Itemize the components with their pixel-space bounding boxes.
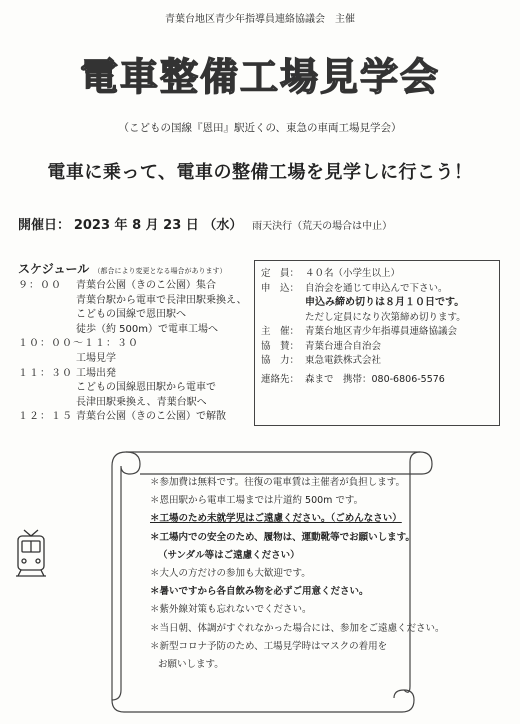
note-item: （サンダル等はご遠慮ください） — [158, 549, 300, 561]
apply-row — [261, 296, 493, 311]
contact-label: 連絡先： — [261, 373, 300, 385]
schedule-heading: スケジュール — [18, 262, 90, 276]
note-item: ＊工場のため未就学児はご遠慮ください。（ごめんなさい） — [150, 513, 402, 525]
schedule-time: ９：００ — [18, 280, 62, 291]
schedule-time — [18, 294, 76, 309]
apply-row — [261, 282, 493, 297]
schedule-text: 長津田駅乗換え、青葉台駅へ — [76, 396, 207, 408]
schedule-time — [18, 308, 76, 323]
note-item: ＊暑いですから各自飲み物を必ずご用意ください。 — [150, 586, 369, 598]
schedule-time — [18, 323, 76, 338]
note-item: ＊恩田駅から電車工場までは片道約 500m です。 — [150, 495, 364, 507]
info-box — [254, 260, 500, 426]
support-row — [261, 340, 493, 355]
apply-value-3: ただし定員になり次第締め切ります。 — [305, 311, 466, 323]
apply-value-1: 自治会を通じて申込んで下さい。 — [305, 282, 448, 294]
schedule-row — [18, 410, 258, 425]
note-item: お願いします。 — [158, 659, 224, 671]
note-item: ＊新型コロナ予防のため、工場見学時はマスクの着用を — [150, 640, 388, 652]
event-date-value: 2023 年 8 月 23 日 （水） — [73, 218, 243, 233]
organizer-line: 青葉台地区青少年指導員連絡協議会 主催 — [165, 14, 355, 25]
apply-label: 申 込： — [261, 282, 300, 294]
schedule-row — [18, 396, 258, 411]
apply-deadline: 申込み締め切りは８月１０日です。 — [305, 297, 465, 308]
schedule-text: 工場出発 — [76, 367, 116, 379]
apply-row — [261, 311, 493, 326]
page-title: 電車整備工場見学会 — [79, 55, 440, 99]
capacity-value: ４０名（小学生以上） — [305, 268, 401, 279]
rain-policy: 雨天決行（荒天の場合は中止） — [252, 221, 393, 232]
host-row — [261, 325, 493, 340]
schedule-text: 青葉台駅から電車で長津田駅乗換え、 — [76, 294, 247, 306]
contact-row — [261, 373, 493, 388]
schedule-time: １０：００～１１：３０ — [18, 338, 139, 350]
schedule-time — [18, 396, 76, 411]
schedule-text: 青葉台公園（きのこ公園）で解散 — [76, 411, 226, 423]
schedule-text: 青葉台公園（きのこ公園）集合 — [76, 280, 216, 291]
schedule-row — [18, 367, 258, 382]
schedule-title — [18, 260, 258, 277]
schedule-time: １２：１５ — [18, 411, 73, 423]
schedule-text: 工場見学 — [76, 352, 116, 364]
schedule-row — [18, 323, 258, 338]
headline: 電車に乗って、電車の整備工場を見学しに行こう！ — [47, 162, 473, 183]
schedule-time — [18, 352, 76, 367]
schedule-note: （都合により変更となる場合があります） — [93, 267, 227, 275]
note-item: ＊参加費は無料です。往復の電車賃は主催者が負担します。 — [150, 477, 405, 488]
schedule-time — [18, 381, 76, 396]
schedule-row — [18, 352, 258, 367]
subtitle: （こどもの国線『恩田』駅近くの、東急の車両工場見学会） — [118, 122, 402, 134]
host-value: 青葉台地区青少年指導員連絡協議会 — [305, 326, 458, 337]
schedule-time: １１：３０ — [18, 367, 73, 379]
event-date-row — [18, 214, 508, 233]
capacity-label: 定 員： — [261, 268, 300, 279]
schedule-row — [18, 294, 258, 309]
schedule-text: こどもの国線恩田駅から電車で — [76, 382, 216, 394]
train-icon — [14, 528, 48, 578]
note-item: ＊大人の方だけの参加も大歓迎です。 — [150, 568, 311, 580]
schedule-section — [18, 260, 258, 425]
contact-value: 森まで 携帯：080-6806-5576 — [305, 373, 445, 385]
schedule-text: 徒歩（約 500m）で電車工場へ — [76, 323, 219, 335]
capacity-row — [261, 267, 493, 282]
note-item: ＊紫外線対策も忘れないでください。 — [150, 604, 312, 616]
support-label: 協 賛： — [261, 340, 300, 352]
schedule-text: こどもの国線で恩田駅へ — [76, 309, 186, 321]
note-item: ＊当日朝、体調がすぐれなかった場合には、参加をご遠慮ください。 — [150, 622, 445, 634]
schedule-text — [147, 337, 258, 352]
event-date-label: 開催日： — [18, 218, 71, 233]
coop-value: 東急電鉄株式会社 — [305, 355, 382, 366]
coop-row — [261, 354, 493, 369]
schedule-row — [18, 308, 258, 323]
note-item: ＊工場内での安全のため、履物は、運動靴等でお願いします。 — [150, 531, 415, 543]
schedule-row — [18, 279, 258, 294]
coop-label: 協 力： — [261, 355, 300, 366]
notes-list — [150, 474, 445, 674]
schedule-row — [18, 381, 258, 396]
host-label: 主 催： — [261, 326, 300, 337]
support-value: 青葉台連合自治会 — [305, 340, 382, 352]
schedule-row — [18, 337, 258, 352]
